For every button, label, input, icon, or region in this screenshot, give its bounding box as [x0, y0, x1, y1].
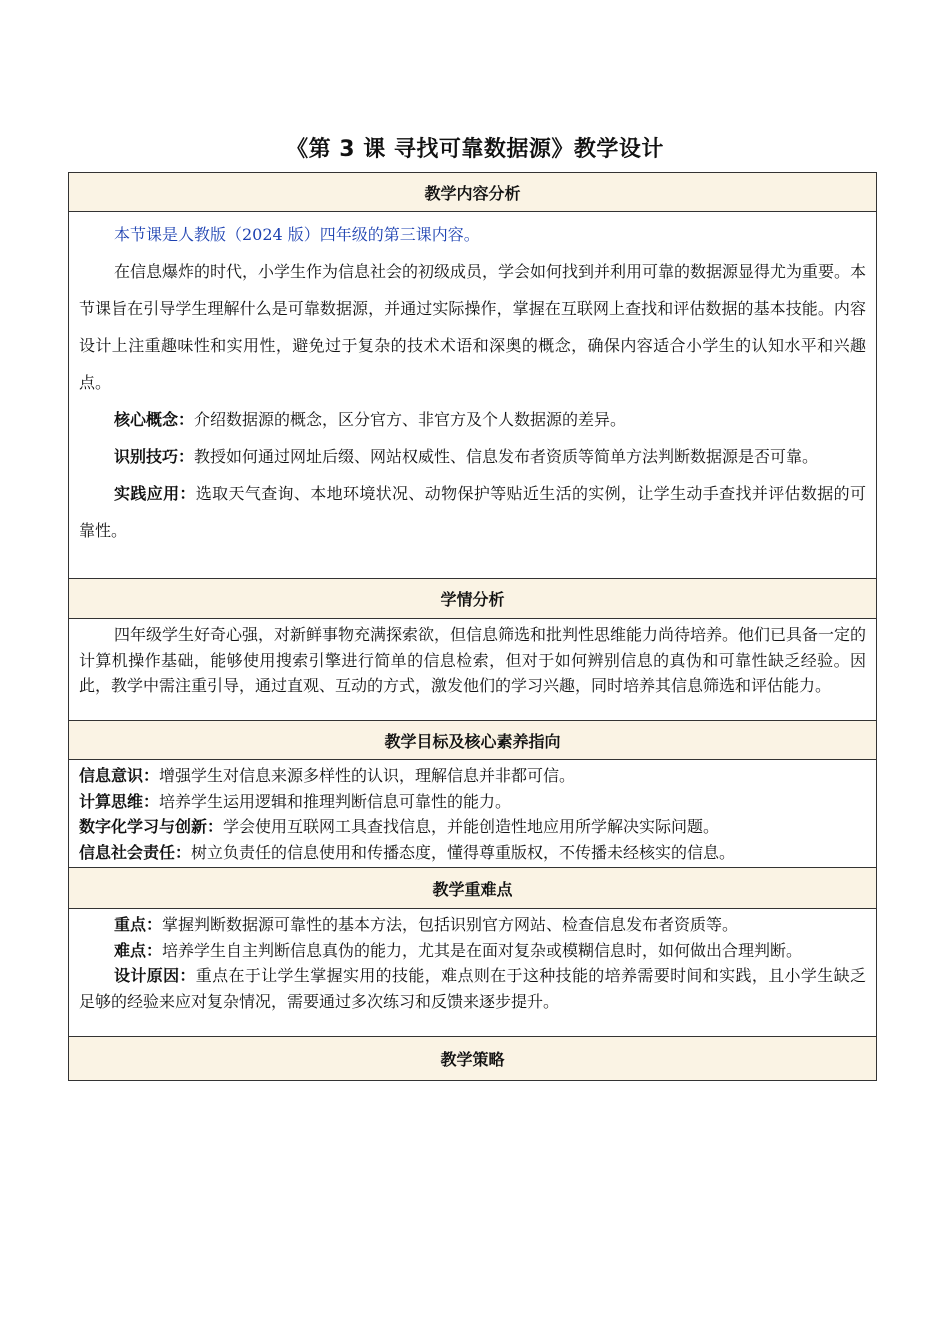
student-analysis-body: 四年级学生好奇心强，对新鲜事物充满探索欲，但信息筛选和批判性思维能力尚待培养。他们已具备一定的计算机操作基础，能够使用搜索引擎进行简单的信息检索，但对于如何辨别信息的真伪和可靠性缺乏经验。因此，教学中需注重引导，通过直观、互动的方式，激发他们的学习兴趣，同时培养其信息筛选和评估能力。	[79, 625, 867, 695]
item-text: 培养学生自主判断信息真伪的能力，尤其是在面对复杂或模糊信息时，如何做出合理判断。	[162, 940, 803, 960]
content-intro: 本节课是人教版（2024 版）四年级的第三课内容。	[114, 225, 480, 244]
content-body: 在信息爆炸的时代，小学生作为信息社会的初级成员，学会如何找到并利用可靠的数据源显得尤为重要。本节课旨在引导学生理解什么是可靠数据源，并通过实际操作，掌握在互联网上查找和评估数据的基本技能。内容设计上注重趣味性和实用性，避免过于复杂的技术术语和深奥的概念，确保内容适合小学生的认知水平和兴趣点。	[79, 262, 867, 392]
item-text: 选取天气查询、本地环境状况、动物保护等贴近生活的实例，让学生动手查找并评估数据的可靠性。	[79, 484, 866, 540]
section-body-content-analysis	[69, 212, 877, 579]
item-text: 树立负责任的信息使用和传播态度，懂得尊重版权，不传播未经核实的信息。	[191, 842, 736, 862]
section-header-key-points	[69, 868, 877, 909]
item-text: 掌握判断数据源可靠性的基本方法，包括识别官方网站、检查信息发布者资质等。	[162, 915, 739, 934]
item-label: 核心概念：	[114, 410, 195, 429]
section-heading: 教学内容分析	[69, 173, 877, 212]
section-heading: 教学目标及核心素养指向	[69, 721, 877, 760]
item-label: 识别技巧：	[114, 447, 195, 466]
item-label: 实践应用：	[114, 484, 196, 503]
section-body-student-analysis	[69, 619, 877, 721]
section-heading: 教学重难点	[69, 868, 877, 909]
item-text: 教授如何通过网址后缀、网站权威性、信息发布者资质等简单方法判断数据源是否可靠。	[194, 447, 819, 466]
item-text: 介绍数据源的概念，区分官方、非官方及个人数据源的差异。	[194, 410, 627, 429]
item-label: 信息社会责任：	[79, 842, 192, 862]
item-label: 设计原因：	[114, 966, 196, 985]
lesson-design-table	[68, 172, 877, 1081]
item-text: 学会使用互联网工具查找信息，并能创造性地应用所学解决实际问题。	[223, 817, 720, 836]
item-label: 难点：	[114, 940, 163, 960]
section-body-objectives	[69, 760, 877, 868]
section-header-content-analysis	[69, 173, 877, 212]
item-label: 信息意识：	[79, 766, 160, 785]
item-label: 计算思维：	[79, 791, 160, 811]
key-point-item-focus	[79, 912, 866, 938]
objective-item-social-responsibility	[79, 840, 866, 866]
item-label: 重点：	[114, 915, 163, 934]
item-text: 增强学生对信息来源多样性的认识，理解信息并非都可信。	[159, 766, 576, 785]
section-heading: 教学策略	[69, 1037, 877, 1081]
objective-item-computational-thinking	[79, 789, 866, 815]
section-header-student-analysis	[69, 579, 877, 619]
key-point-item-difficulty	[79, 938, 866, 964]
item-text: 培养学生运用逻辑和推理判断信息可靠性的能力。	[159, 791, 512, 811]
content-item-practice	[79, 475, 866, 549]
item-text: 重点在于让学生掌握实用的技能，难点则在于这种技能的培养需要时间和实践，且小学生缺乏足够的经验来应对复杂情况，需要通过多次练习和反馈来逐步提升。	[79, 966, 866, 1011]
objective-item-info-awareness	[79, 763, 866, 789]
item-label: 数字化学习与创新：	[79, 817, 224, 836]
content-item-identify-skill	[79, 438, 866, 475]
section-heading: 学情分析	[69, 579, 877, 619]
document-title: 《第 3 课 寻找可靠数据源》教学设计	[286, 137, 664, 162]
section-header-strategy	[69, 1037, 877, 1081]
objective-item-digital-learning	[79, 814, 866, 840]
key-point-item-design-reason	[79, 963, 866, 1014]
section-body-key-points	[69, 909, 877, 1037]
content-item-core-concept	[79, 401, 866, 438]
section-header-objectives	[69, 721, 877, 760]
